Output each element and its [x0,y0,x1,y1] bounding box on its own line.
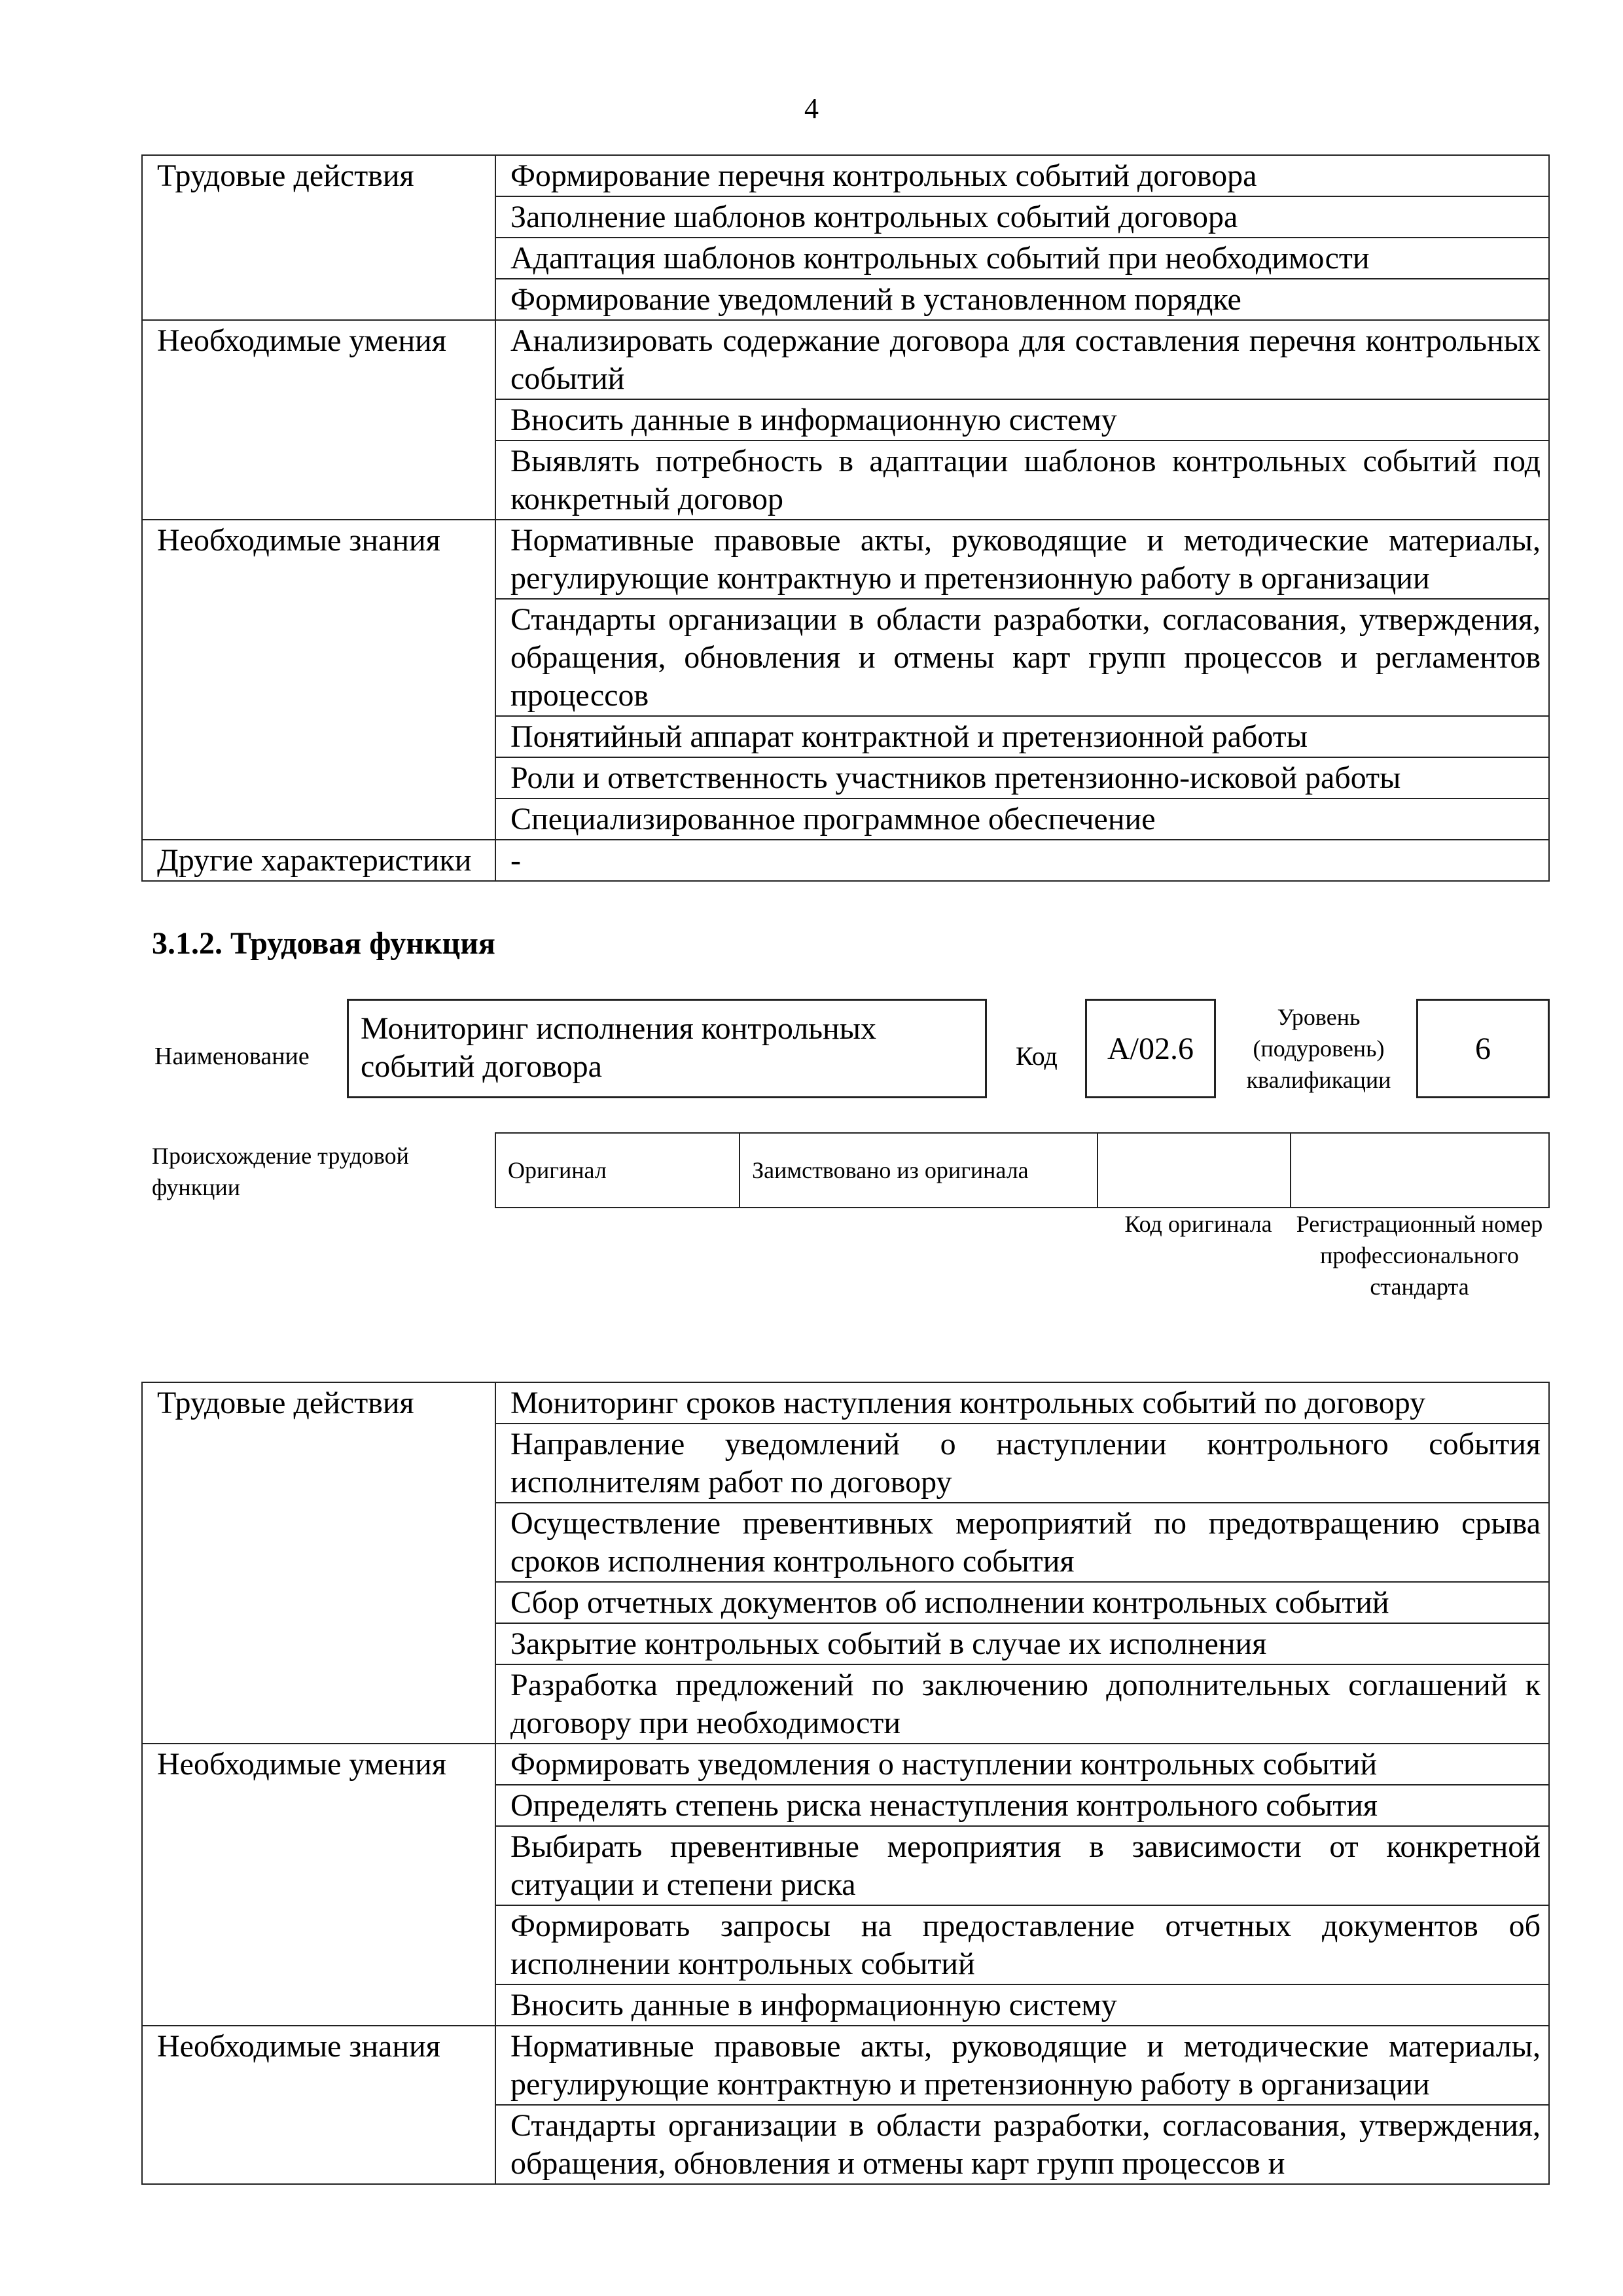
table-row [142,840,1549,881]
origin-original-cell: Оригинал [496,1134,740,1207]
origin-code-caption: Код оригинала [1124,1211,1272,1237]
row-item-cell: Стандарты организации в области разработки, согласования, утверждения, обращения, обновления и отмены карт групп процессов и регламентов процессов [495,599,1549,716]
row-label-cell [142,716,495,757]
row-item-cell: Формировать уведомления о наступлении контрольных событий [495,1744,1549,1785]
row-item-cell: Определять степень риска ненаступления контрольного события [495,1785,1549,1826]
row-label-cell [142,238,495,279]
row-item-cell: - [495,840,1549,881]
row-item-cell: Заполнение шаблонов контрольных событий договора [495,196,1549,238]
table-row [142,599,1549,716]
table-row [142,716,1549,757]
origin-label: Происхождение трудовой функции [152,1143,409,1200]
row-item-cell: Понятийный аппарат контрактной и претензионной работы [495,716,1549,757]
row-label-cell [142,399,495,440]
row-item-cell: Анализировать содержание договора для составления перечня контрольных событий [495,320,1549,399]
origin-code-cell [1098,1134,1291,1207]
row-item-cell: Вносить данные в информационную систему [495,1984,1549,2026]
row-item-cell: Вносить данные в информационную систему [495,399,1549,440]
table-row [142,1623,1549,1664]
row-label-cell: Необходимые знания [142,2026,495,2105]
origin-borrowed-cell: Заимствовано из оригинала [740,1134,1098,1207]
table-row [142,1582,1549,1623]
row-label-cell [142,1623,495,1664]
code-box: A/02.6 [1085,999,1216,1098]
row-label-cell [142,2105,495,2184]
table-row [142,155,1549,196]
row-label-cell: Необходимые знания [142,520,495,599]
table-row [142,1424,1549,1503]
row-item-cell: Сбор отчетных документов об исполнении контрольных событий [495,1582,1549,1623]
table-row [142,1664,1549,1744]
work-function-table-2 [141,1382,1550,2185]
row-label-cell: Трудовые действия [142,1382,495,1424]
row-label-cell [142,1785,495,1826]
table-row [142,1785,1549,1826]
table-row [142,1744,1549,1785]
row-item-cell: Выявлять потребность в адаптации шаблонов контрольных событий под конкретный договор [495,440,1549,520]
row-item-cell: Роли и ответственность участников претензионно-исковой работы [495,757,1549,798]
code-label: Код [1016,1041,1058,1071]
section-heading: 3.1.2. Трудовая функция [152,926,495,961]
row-item-cell: Разработка предложений по заключению дополнительных соглашений к договору при необходимости [495,1664,1549,1744]
table-row [142,196,1549,238]
table-row [142,757,1549,798]
table-row [142,1984,1549,2026]
origin-reg-caption: Регистрационный номер профессионального стандарта [1296,1211,1543,1300]
row-label-cell: Необходимые умения [142,1744,495,1785]
table-row [142,1826,1549,1905]
row-label-cell [142,1905,495,1984]
level-box: 6 [1416,999,1550,1098]
origin-reg-cell [1291,1134,1548,1207]
row-item-cell: Специализированное программное обеспечение [495,798,1549,840]
row-item-cell: Выбирать превентивные мероприятия в зависимости от конкретной ситуации и степени риска [495,1826,1549,1905]
row-item-cell: Закрытие контрольных событий в случае их исполнения [495,1623,1549,1664]
row-label-cell [142,599,495,716]
row-item-cell: Формирование перечня контрольных событий договора [495,155,1549,196]
row-label-cell: Трудовые действия [142,155,495,196]
table-row [142,279,1549,320]
page-number: 4 [804,92,819,124]
row-label-cell [142,1582,495,1623]
table-row [142,1503,1549,1582]
row-item-cell: Направление уведомлений о наступлении контрольного события исполнителям работ по договору [495,1424,1549,1503]
table-row [142,399,1549,440]
row-item-cell: Стандарты организации в области разработки, согласования, утверждения, обращения, обновления и отмены карт групп процессов и [495,2105,1549,2184]
row-label-cell: Необходимые умения [142,320,495,399]
row-label-cell [142,440,495,520]
row-label-cell [142,279,495,320]
table-row [142,440,1549,520]
origin-row [495,1132,1550,1208]
row-label-cell [142,196,495,238]
table-row [142,2026,1549,2105]
table-row [142,320,1549,399]
table-row [142,238,1549,279]
row-item-cell: Осуществление превентивных мероприятий по предотвращению срыва сроков исполнения контрольного события [495,1503,1549,1582]
row-label-cell [142,1424,495,1503]
row-item-cell: Нормативные правовые акты, руководящие и методические материалы, регулирующие контрактную и претензионную работу в организации [495,2026,1549,2105]
row-label-cell: Другие характеристики [142,840,495,881]
name-label: Наименование [154,1043,310,1070]
table-row [142,1905,1549,1984]
row-item-cell: Адаптация шаблонов контрольных событий при необходимости [495,238,1549,279]
row-item-cell: Формирование уведомлений в установленном порядке [495,279,1549,320]
row-label-cell [142,1503,495,1582]
row-item-cell: Мониторинг сроков наступления контрольных событий по договору [495,1382,1549,1424]
row-label-cell [142,1826,495,1905]
name-box: Мониторинг исполнения контрольных событий договора [347,999,987,1098]
row-item-cell: Нормативные правовые акты, руководящие и методические материалы, регулирующие контрактную и претензионную работу в организации [495,520,1549,599]
row-label-cell [142,798,495,840]
work-function-table-1 [141,154,1550,882]
level-label: Уровень (подуровень) квалификации [1246,1004,1391,1093]
row-label-cell [142,757,495,798]
table-row [142,798,1549,840]
table-row [142,520,1549,599]
row-label-cell [142,1664,495,1744]
row-label-cell [142,1984,495,2026]
row-item-cell: Формировать запросы на предоставление отчетных документов об исполнении контрольных событий [495,1905,1549,1984]
table-row [142,2105,1549,2184]
table-row [142,1382,1549,1424]
